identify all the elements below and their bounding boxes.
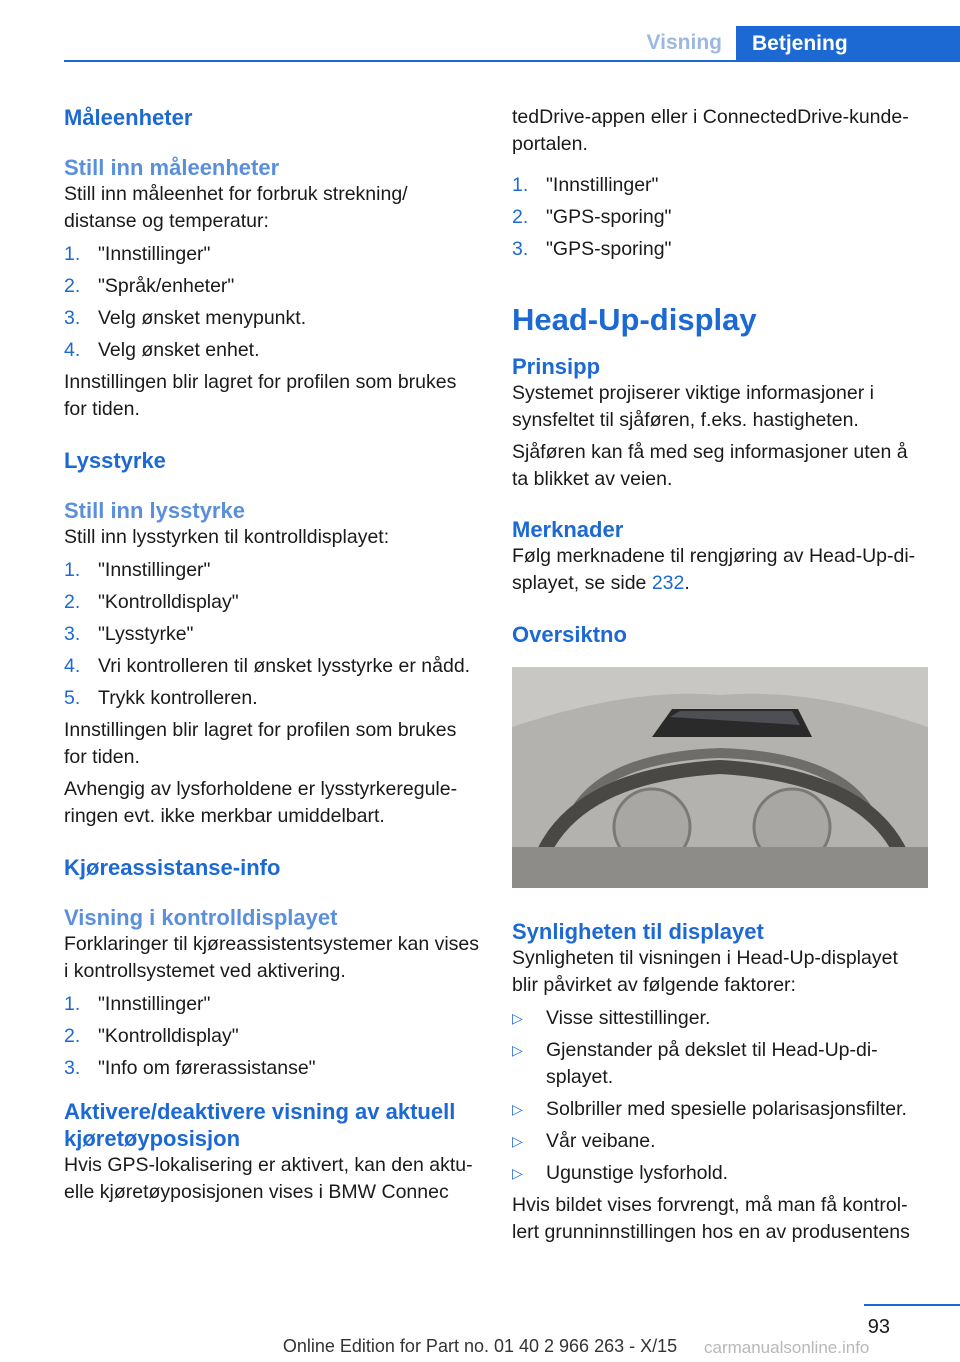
list-item: 1. "Innstillinger" xyxy=(512,174,659,196)
list-item: 3. "Info om førerassistanse" xyxy=(64,1057,316,1079)
triangle-bullet-icon: ▷ xyxy=(512,1165,523,1181)
triangle-bullet-icon: ▷ xyxy=(512,1010,523,1026)
chapter-title: Head-Up-display xyxy=(512,302,757,337)
page-link[interactable]: 232 xyxy=(651,572,685,594)
list-item: 2. "GPS-sporing" xyxy=(512,206,672,228)
steps-list xyxy=(64,557,482,712)
tab-betjening[interactable]: Betjening xyxy=(736,26,960,61)
paragraph: Systemet projiserer viktige informasjoner i synsfeltet til sjåføren, f.eks. hastigheten. xyxy=(512,382,874,431)
list-item: ▷ Gjenstander på dekslet til Head-Up-displayet. xyxy=(512,1039,878,1088)
paragraph: Synligheten til visningen i Head-Up-displayet blir påvirket av følgende faktorer: xyxy=(512,947,898,996)
triangle-bullet-icon: ▷ xyxy=(512,1101,523,1117)
steps-list xyxy=(512,172,928,263)
paragraph: Forklaringer til kjøreassistentsystemer kan vises i kontrollsystemet ved aktivering. xyxy=(64,933,480,982)
bullet-list xyxy=(512,1005,928,1187)
list-item: 2. "Språk/enheter" xyxy=(64,275,235,297)
subsection-title: Aktivere/deaktivere visning av aktuell kjøretøyposisjon xyxy=(64,1099,456,1151)
list-item: 3. "Lysstyrke" xyxy=(64,623,194,645)
right-column xyxy=(512,100,928,1246)
triangle-bullet-icon: ▷ xyxy=(512,1042,523,1058)
list-item: 1. "Innstillinger" xyxy=(64,993,211,1015)
subsection-title: Still inn måleenheter xyxy=(64,155,280,180)
list-item: 5. Trykk kontrolleren. xyxy=(64,687,258,709)
subsection-title: Visning i kontrolldisplayet xyxy=(64,905,338,930)
paragraph: tedDrive-appen eller i ConnectedDrive-kundeportalen. xyxy=(512,106,909,155)
section-title-lysstyrke: Lysstyrke xyxy=(64,448,166,473)
steps-list xyxy=(64,991,482,1082)
head-up-display-photo xyxy=(512,667,928,888)
edition-note: Online Edition for Part no. 01 40 2 966 263 - X/15 xyxy=(282,1336,678,1356)
list-item: ▷ Vår veibane. xyxy=(512,1128,928,1155)
list-item: ▷ Visse sittestillinger. xyxy=(512,1005,928,1032)
list-item: ▷ Solbriller med spesielle polarisasjonsfilter. xyxy=(512,1096,928,1123)
triangle-bullet-icon: ▷ xyxy=(512,1133,523,1149)
page-number: 93 xyxy=(867,1316,890,1338)
list-item: 3. "GPS-sporing" xyxy=(512,238,672,260)
section-title-oversikt: Oversiktno xyxy=(512,622,627,647)
paragraph: Følg merknadene til rengjøring av Head-Up-displayet, se side 232. xyxy=(512,545,916,594)
list-item: 1. "Innstillinger" xyxy=(64,243,211,265)
section-title-synlighet: Synligheten til displayet xyxy=(512,919,764,944)
left-column xyxy=(64,100,482,1206)
footer-rule xyxy=(864,1304,960,1306)
section-title-maleenheter: Måleenheter xyxy=(64,105,193,130)
list-item: 4. Vri kontrolleren til ønsket lysstyrke er nådd. xyxy=(64,655,471,677)
paragraph: Avhengig av lysforholdene er lysstyrkereguleringen evt. ikke merkbar umiddelbart. xyxy=(64,778,458,827)
section-title-prinsipp: Prinsipp xyxy=(512,354,601,379)
tab-visning[interactable]: Visning xyxy=(646,31,722,54)
section-title-merknader: Merknader xyxy=(512,517,624,542)
watermark: carmanualsonline.info xyxy=(704,1338,870,1357)
paragraph: Still inn måleenhet for forbruk strekning/ distanse og temperatur: xyxy=(64,183,408,232)
paragraph: Sjåføren kan få med seg informasjoner uten å ta blikket av veien. xyxy=(512,441,908,490)
paragraph: Hvis bildet vises forvrengt, må man få kontrollert grunninnstillingen hos en av produsentens xyxy=(512,1194,910,1243)
section-title-kjoreassistanse: Kjøreassistanse-info xyxy=(64,855,281,880)
list-item: 2. "Kontrolldisplay" xyxy=(64,591,239,613)
paragraph: Still inn lysstyrken til kontrolldisplayet: xyxy=(64,526,390,548)
header-rule xyxy=(64,60,960,62)
list-item: 2. "Kontrolldisplay" xyxy=(64,1025,239,1047)
paragraph: Innstillingen blir lagret for profilen som brukes for tiden. xyxy=(64,371,457,420)
paragraph: Hvis GPS-lokalisering er aktivert, kan den aktuelle kjøretøyposisjonen vises i BMW Connec xyxy=(64,1154,473,1203)
list-item: 3. Velg ønsket menypunkt. xyxy=(64,307,307,329)
subsection-title: Still inn lysstyrke xyxy=(64,498,245,523)
list-item: 1. "Innstillinger" xyxy=(64,559,211,581)
dashboard-illustration xyxy=(512,667,928,888)
list-item: ▷ Ugunstige lysforhold. xyxy=(512,1160,928,1187)
paragraph: Innstillingen blir lagret for profilen som brukes for tiden. xyxy=(64,719,457,768)
list-item: 4. Velg ønsket enhet. xyxy=(64,339,260,361)
steps-list xyxy=(64,241,482,364)
